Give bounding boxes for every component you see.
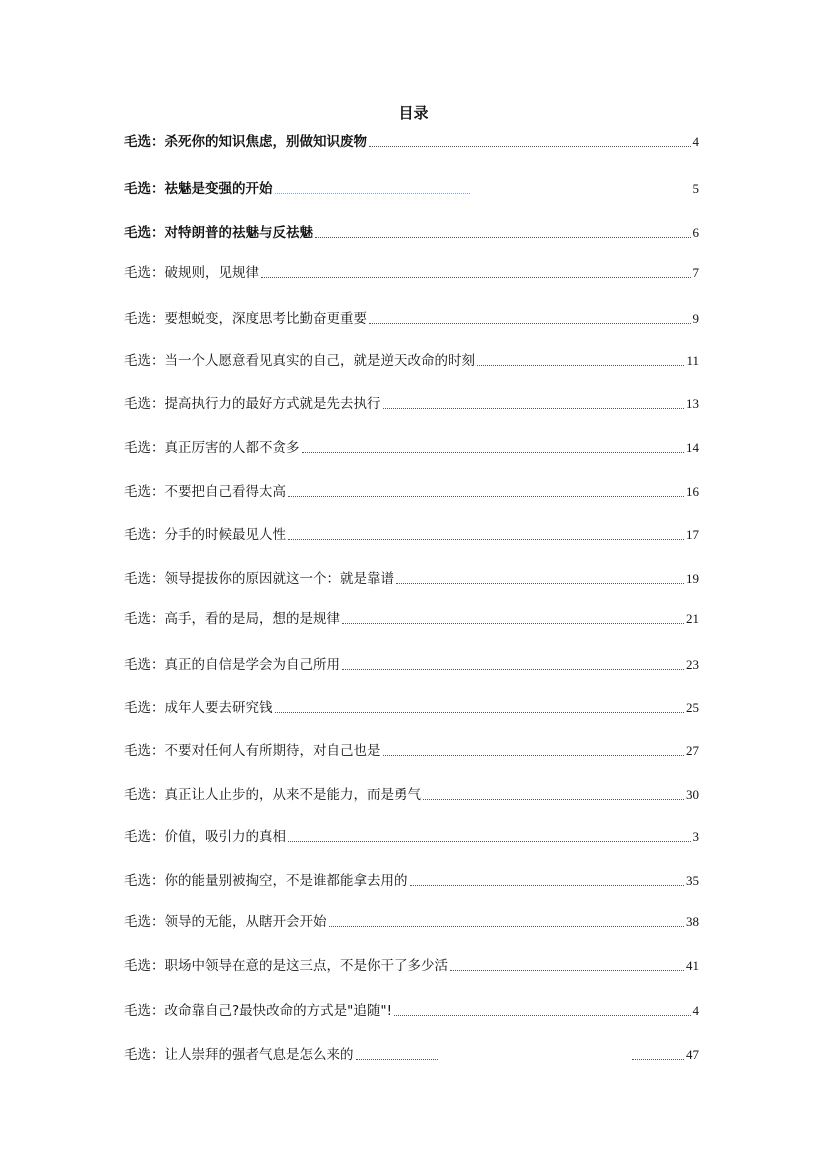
toc-entry-page-number: 7: [692, 265, 699, 280]
dot-leader: [288, 841, 691, 842]
dot-leader: [329, 926, 685, 927]
toc-entry-page-number: 13: [686, 396, 699, 411]
toc-entry[interactable]: [124, 308, 699, 328]
toc-entry-page-number: 16: [686, 484, 699, 499]
dot-leader: [477, 365, 684, 366]
dot-leader: [410, 885, 685, 886]
toc-entry[interactable]: [124, 955, 699, 975]
toc-entry-page-number: 25: [686, 700, 699, 715]
toc-entry-label: 毛选：价值，吸引力的真相: [124, 829, 286, 845]
toc-entry-label: 毛选：祛魅是变强的开始: [124, 181, 273, 197]
toc-entry-label: 毛选：要想蜕变，深度思考比勤奋更重要: [124, 311, 367, 327]
toc-entry-label: 毛选：杀死你的知识焦虑，别做知识废物: [124, 134, 367, 150]
toc-entry-label: 毛选：对特朗普的祛魅与反祛魅: [124, 225, 313, 241]
toc-entry-page-number: 14: [686, 440, 699, 455]
toc-entry[interactable]: [124, 222, 699, 242]
toc-entry[interactable]: [124, 524, 699, 544]
toc-entry-label: 毛选：真正厉害的人都不贪多: [124, 440, 300, 456]
dot-leader: [356, 1059, 438, 1060]
toc-entry[interactable]: [124, 1000, 699, 1020]
toc-entry-label: 毛选：不要对任何人有所期待，对自己也是: [124, 743, 381, 759]
toc-entry-page-number: 21: [686, 611, 699, 626]
dot-leader: [288, 496, 684, 497]
toc-entry[interactable]: [124, 784, 699, 804]
toc-entry-label: 毛选：领导的无能，从瞎开会开始: [124, 914, 327, 930]
dot-leader: [302, 452, 685, 453]
dot-leader: [275, 193, 470, 194]
toc-entry-page-number: 17: [686, 527, 699, 542]
dot-leader: [369, 146, 691, 147]
toc-entry[interactable]: [124, 697, 699, 717]
toc-entry[interactable]: [124, 262, 699, 282]
toc-entry-label: 毛选：破规则，见规律: [124, 265, 259, 281]
toc-entry[interactable]: [124, 393, 699, 413]
dot-leader: [275, 712, 685, 713]
dot-leader: [450, 970, 684, 971]
toc-entry-label: 毛选：分手的时候最见人性: [124, 527, 286, 543]
toc-entry-label: 毛选：职场中领导在意的是这三点，不是你干了多少活: [124, 958, 448, 974]
toc-entry-label: 毛选：让人崇拜的强者气息是怎么来的: [124, 1047, 354, 1063]
dot-leader: [632, 1059, 684, 1060]
dot-leader: [315, 237, 691, 238]
dot-leader: [394, 1015, 691, 1016]
dot-leader: [369, 323, 691, 324]
toc-entry-label: 毛选：当一个人愿意看见真实的自己，就是逆天改命的时刻: [124, 353, 475, 369]
dot-leader: [383, 408, 685, 409]
dot-leader: [396, 583, 684, 584]
toc-entry[interactable]: [124, 131, 699, 151]
dot-leader: [261, 277, 691, 278]
toc-entry-label: 毛选：高手，看的是局，想的是规律: [124, 611, 340, 627]
toc-entry-page-number: 23: [686, 657, 699, 672]
dot-leader: [342, 669, 684, 670]
toc-entry[interactable]: [124, 568, 699, 588]
toc-entry[interactable]: [124, 911, 699, 931]
toc-entry[interactable]: [124, 608, 699, 628]
toc-entry[interactable]: [124, 654, 699, 674]
toc-entry-label: 毛选：领导提拔你的原因就这一个：就是靠谱: [124, 571, 394, 587]
toc-title: 目录: [398, 104, 429, 122]
toc-entry[interactable]: [124, 1044, 699, 1064]
dot-leader: [288, 539, 684, 540]
dot-leader: [423, 799, 684, 800]
toc-entry[interactable]: [124, 481, 699, 501]
toc-entry[interactable]: [124, 870, 699, 890]
toc-entry-page-number: 47: [686, 1047, 699, 1062]
toc-entry-label: 毛选：你的能量别被掏空，不是谁都能拿去用的: [124, 873, 408, 889]
toc-entry[interactable]: [124, 826, 699, 846]
toc-entry-page-number: 3: [692, 829, 699, 844]
toc-entry[interactable]: [124, 740, 699, 760]
dot-leader: [342, 623, 684, 624]
toc-entry-page-number: 38: [686, 914, 699, 929]
toc-entry-label: 毛选：真正的自信是学会为自己所用: [124, 657, 340, 673]
toc-entry-page-number: 6: [692, 225, 699, 240]
toc-entry-page-number: 41: [686, 958, 699, 973]
toc-entry-page-number: 35: [686, 873, 699, 888]
toc-entry-label: 毛选：提高执行力的最好方式就是先去执行: [124, 396, 381, 412]
toc-entry-page-number: 4: [692, 134, 699, 149]
toc-entry-label: 毛选：不要把自己看得太高: [124, 484, 286, 500]
toc-entry-page-number: 30: [686, 787, 699, 802]
toc-entry-label: 毛选：真正让人止步的，从来不是能力，而是勇气: [124, 787, 421, 803]
toc-entry-page-number: 19: [686, 571, 699, 586]
toc-entry-label: 毛选：改命靠自己?最快改命的方式是"追随"!: [124, 1003, 392, 1019]
toc-entry-page-number: 5: [692, 181, 699, 196]
toc-entry-label: 毛选：成年人要去研究钱: [124, 700, 273, 716]
dot-leader: [383, 755, 685, 756]
toc-entry[interactable]: [124, 350, 699, 370]
toc-entry-page-number: 27: [686, 743, 699, 758]
toc-entry-page-number: 4: [692, 1003, 699, 1018]
toc-entry[interactable]: [124, 178, 699, 198]
toc-entry-page-number: 11: [686, 353, 699, 368]
toc-entry-page-number: 9: [692, 311, 699, 326]
toc-entry[interactable]: [124, 437, 699, 457]
